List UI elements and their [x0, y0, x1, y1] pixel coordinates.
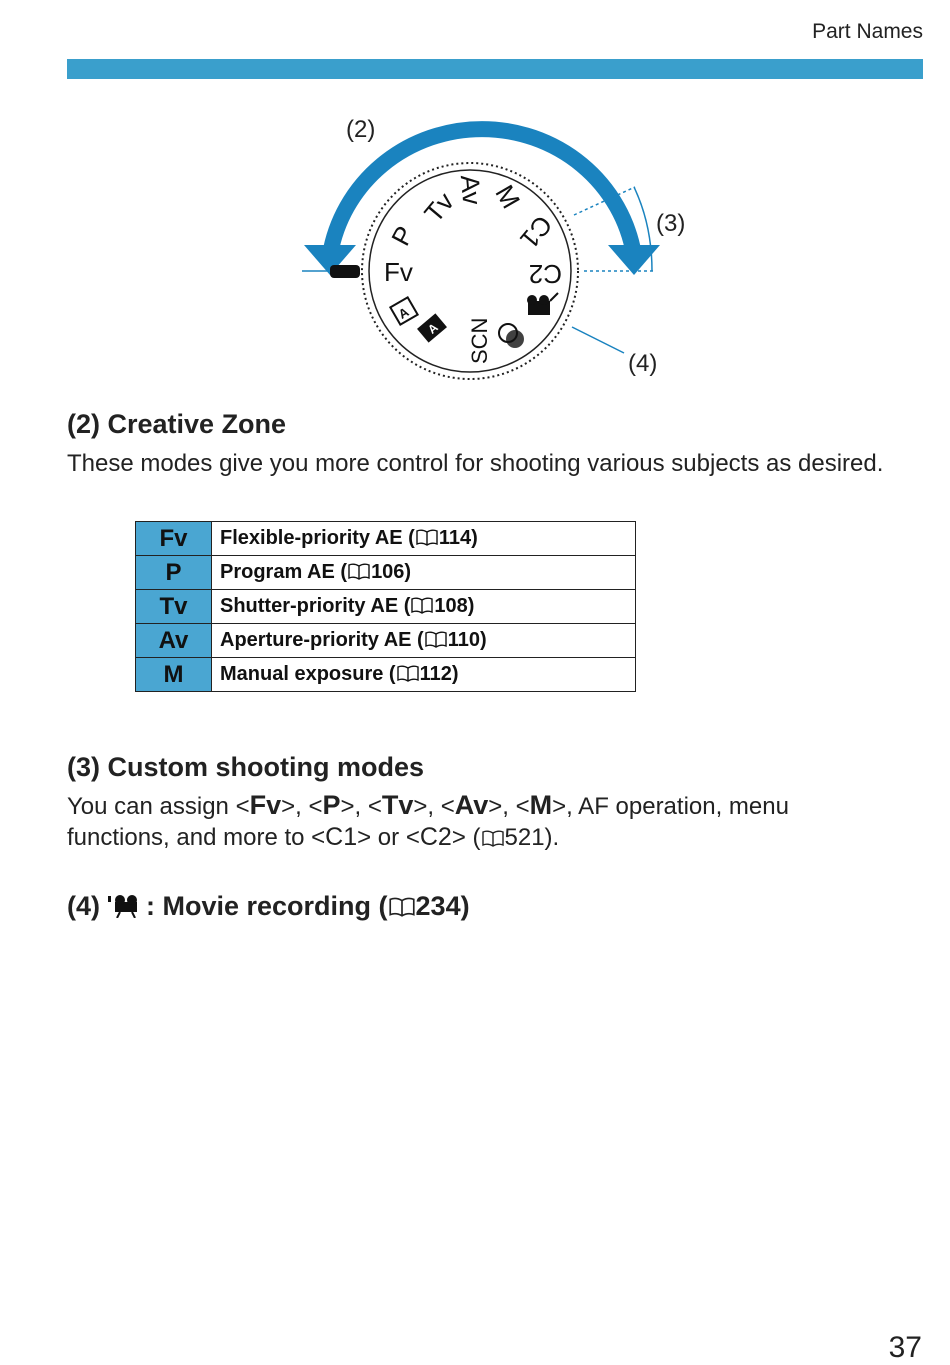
separator: > (	[451, 824, 481, 851]
book-icon	[482, 830, 504, 847]
separator: >, <	[340, 793, 382, 820]
mode-symbol: Fv	[136, 522, 212, 556]
mode-label: Flexible-priority AE (	[220, 527, 415, 549]
mode-table	[135, 521, 636, 692]
table-row	[136, 590, 636, 624]
svg-text:A: A	[425, 320, 441, 337]
dial-label-p: P	[385, 221, 420, 251]
mode-description	[212, 590, 636, 624]
book-icon	[389, 897, 415, 917]
book-icon	[411, 597, 433, 614]
page-number: 37	[888, 1331, 922, 1364]
mode-m: M	[529, 790, 553, 820]
dial-label-av: Av	[454, 173, 488, 207]
page-ref: 521).	[504, 824, 560, 851]
mode-description	[212, 556, 636, 590]
page-ref: 114)	[438, 527, 478, 549]
book-icon	[425, 631, 447, 648]
page-ref: 112)	[419, 663, 459, 685]
header-bar	[67, 59, 923, 79]
table-row	[136, 658, 636, 692]
line1	[67, 790, 789, 820]
header-title: Part Names	[812, 20, 923, 43]
dial-label-m: M	[489, 179, 527, 214]
section-text-creative-zone: These modes give you more control for shooting various subjects as desired.	[67, 450, 884, 477]
mode-symbol: P	[136, 556, 212, 590]
mode-symbol: Av	[136, 624, 212, 658]
mode-label: Shutter-priority AE (	[220, 595, 411, 617]
svg-text:A: A	[395, 304, 412, 322]
movie-icon	[108, 894, 142, 918]
dial-label-tv: Tv	[418, 186, 460, 229]
table-row	[136, 624, 636, 658]
separator: >, <	[488, 793, 530, 820]
page-ref: 234)	[415, 891, 470, 921]
separator: >, <	[413, 793, 455, 820]
page-ref: 108)	[434, 595, 475, 617]
line2	[67, 824, 559, 851]
mode-c2: C2	[419, 823, 452, 851]
table-row	[136, 522, 636, 556]
dial-label-c1: C1	[514, 209, 559, 255]
book-icon	[348, 563, 370, 580]
section-heading-creative-zone: (2) Creative Zone	[67, 409, 287, 439]
dial-label-scn: SCN	[467, 317, 492, 364]
separator: > or <	[357, 824, 420, 851]
section-number: (4)	[67, 891, 100, 921]
text-suffix: >, AF operation, menu	[552, 793, 789, 820]
dial-label-fv: Fv	[384, 257, 413, 287]
mode-c1: C1	[325, 823, 358, 851]
callout-4: (4)	[628, 350, 658, 377]
book-icon	[416, 529, 438, 546]
mode-symbol: Tv	[136, 590, 212, 624]
dial-label-c2: C2	[528, 259, 562, 289]
dial-pointer	[330, 265, 360, 278]
table-row	[136, 556, 636, 590]
leader-line-4	[572, 327, 624, 353]
section-heading-movie	[67, 891, 470, 922]
mode-dial-diagram	[290, 95, 710, 395]
separator: >, <	[281, 793, 323, 820]
section-text-custom-modes	[67, 790, 887, 853]
mode-fv: Fv	[249, 790, 282, 820]
page-ref: 106)	[371, 561, 412, 583]
callout-3: (3)	[656, 210, 686, 237]
mode-label: Aperture-priority AE (	[220, 629, 424, 651]
text-prefix: functions, and more to <	[67, 824, 326, 851]
mode-label: Manual exposure (	[220, 663, 396, 685]
mode-av: Av	[454, 790, 489, 820]
book-icon	[397, 665, 419, 682]
section-heading-custom-modes: (3) Custom shooting modes	[67, 752, 424, 782]
movie-recording-label: : Movie recording (	[146, 891, 388, 921]
mode-p: P	[322, 790, 341, 820]
mode-description	[212, 658, 636, 692]
mode-tv: Tv	[381, 790, 414, 820]
mode-label: Program AE (	[220, 561, 348, 583]
mode-description	[212, 522, 636, 556]
callout-2: (2)	[346, 116, 376, 143]
mode-description	[212, 624, 636, 658]
page-ref: 110)	[447, 629, 487, 651]
mode-symbol: M	[136, 658, 212, 692]
text-prefix: You can assign <	[67, 793, 250, 820]
